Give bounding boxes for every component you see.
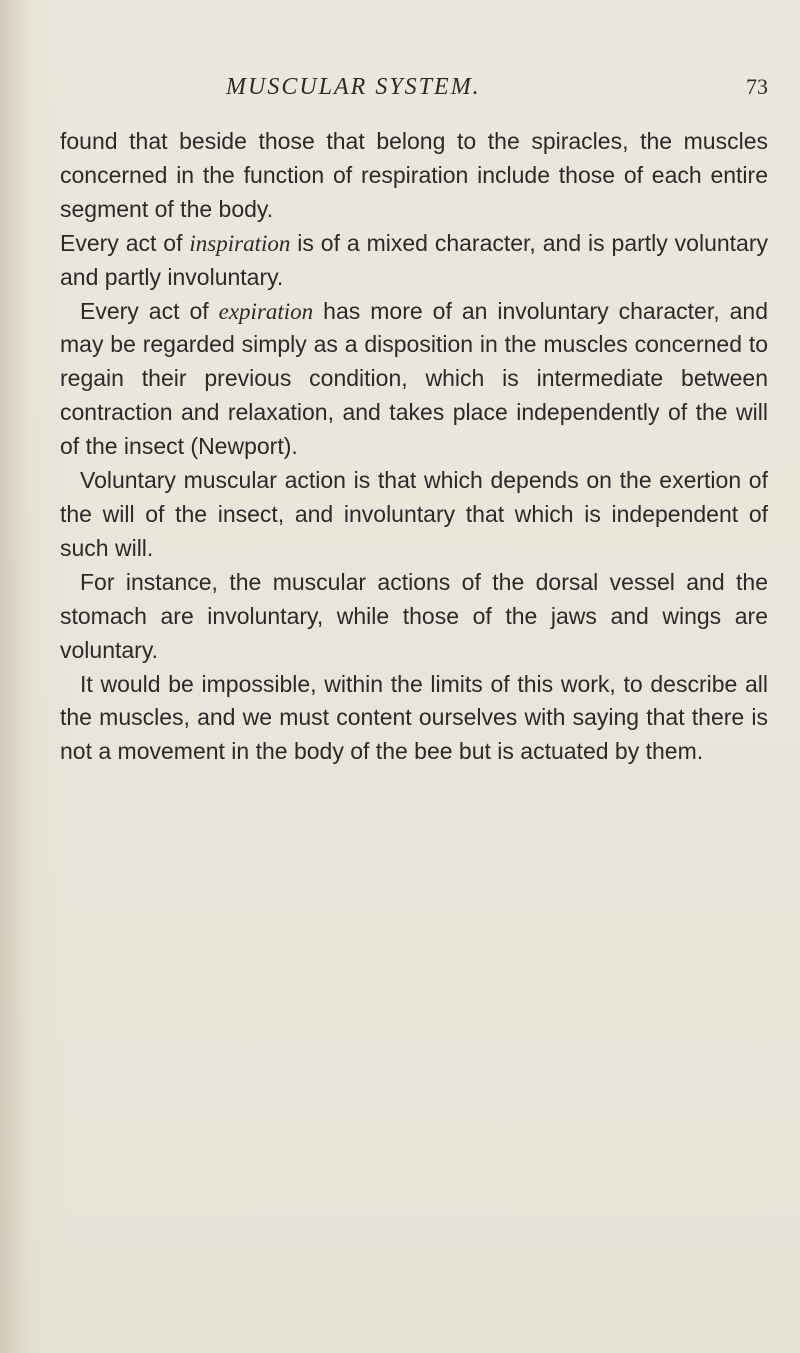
running-head [60,74,768,110]
term-expiration: expiration [218,298,314,324]
running-title: MUSCULAR SYSTEM. [226,74,481,100]
paragraph-expiration: Every act of expiration has more of an involuntary character, and may be regarded simply as a disposition in the muscles concerned to regain their previous condition, which is intermediate between contraction and relaxation, and takes place independently of the will of the insect (Newport). [60,297,768,460]
body-text [60,125,768,769]
paragraph-respiration-muscles: found that beside those that belong to the spiracles, the muscles concerned in the function of respiration include those of each entire segment of the body. [60,128,768,222]
page-number: 73 [746,74,768,99]
term-inspiration: inspiration [189,230,291,256]
paragraph-for-instance: For instance, the muscular actions of the dorsal vessel and the stomach are involuntary, while those of the jaws and wings are voluntary. [60,568,768,663]
paragraph-voluntary-action: Voluntary muscular action is that which depends on the exertion of the will of the insect, and involuntary that which is independent of such will. [60,467,768,561]
paragraph-conclusion: It would be impossible, within the limits of this work, to describe all the muscles, and we must content ourselves with saying that there is not a movement in the body of the bee but is actuated by them. [60,670,768,765]
paragraph-inspiration: Every act of inspiration is of a mixed character, and is partly voluntary and partly involuntary. [60,229,769,290]
